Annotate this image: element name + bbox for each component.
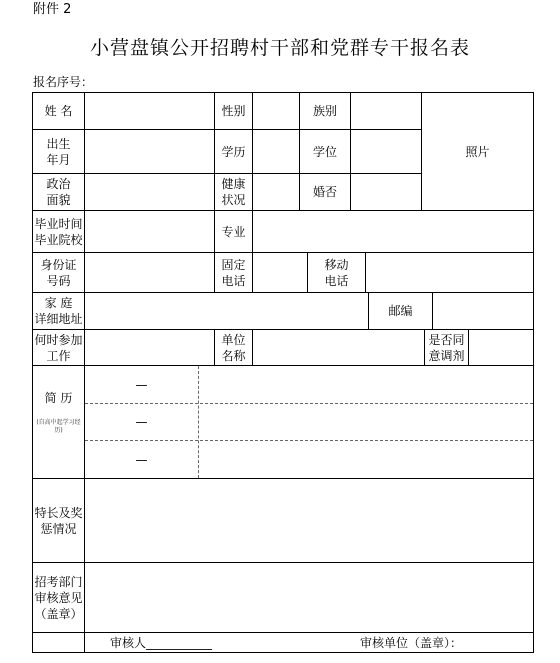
graduation-field[interactable] [85,211,214,252]
graduation-label: 毕业时间 毕业院校 [34,216,83,247]
postcode-label: 邮编 [388,304,413,318]
gender-label: 性别 [221,104,246,118]
review-label: 招考部门 审核意见 （盖章） [34,574,83,621]
mobile-label: 移动 电话 [324,257,349,288]
reviewer-signature: 审核人___________ [110,635,213,650]
name-field[interactable] [85,93,214,129]
resume-detail-1[interactable] [199,366,533,403]
resume-period-1[interactable]: — [135,377,148,392]
major-field[interactable] [253,211,533,252]
landline-field[interactable] [253,253,307,292]
annex-label: 附件 2 [33,2,72,17]
resume-detail-3[interactable] [199,441,533,478]
health-label: 健康 状况 [221,177,246,207]
degree-field[interactable] [351,130,421,173]
unit-label: 单位 名称 [221,332,246,363]
work-start-label: 何时参加 工作 [34,332,83,363]
education-field[interactable] [253,130,299,173]
political-field[interactable] [85,174,214,210]
education-label: 学历 [221,144,246,159]
health-field[interactable] [253,174,299,210]
mobile-field[interactable] [366,253,533,292]
id-card-label: 身份证 号码 [40,257,77,288]
review-field[interactable] [85,563,533,632]
address-label: 家 庭 详细地址 [34,296,83,326]
resume-period-3[interactable]: — [135,452,148,467]
resume-period-2[interactable]: — [135,415,148,429]
specialty-label: 特长及奖 惩情况 [34,505,83,536]
resume-detail-2[interactable] [199,404,533,440]
work-start-field[interactable] [85,330,214,365]
birth-field[interactable] [85,130,214,173]
registration-number-label: 报名序号： [33,75,94,89]
degree-label: 学位 [312,144,337,159]
address-field[interactable] [85,293,368,329]
gender-field[interactable] [253,93,299,129]
resume-label: 简 历 [44,391,73,405]
marital-field[interactable] [351,174,421,210]
marital-label: 婚否 [312,185,337,199]
birth-label: 出生 年月 [46,136,71,167]
political-label: 政治 面貌 [46,177,71,207]
id-card-field[interactable] [85,253,214,292]
review-unit-stamp: 审核单位（盖章）： [360,635,463,650]
photo-box[interactable]: 照片 [465,144,490,159]
name-label: 姓 名 [44,104,73,118]
transfer-field[interactable] [469,330,533,365]
ethnicity-field[interactable] [351,93,421,129]
transfer-label: 是否同 意调剂 [428,332,465,363]
specialty-field[interactable] [85,479,533,562]
resume-note: (自高中起学习经历) [36,419,81,434]
form-title: 小营盘镇公开招聘村干部和党群专干报名表 [89,37,470,59]
landline-label: 固定 电话 [221,257,246,288]
major-label: 专业 [221,224,246,239]
ethnicity-label: 族别 [312,104,337,118]
unit-field[interactable] [253,330,424,365]
postcode-field[interactable] [433,293,533,329]
